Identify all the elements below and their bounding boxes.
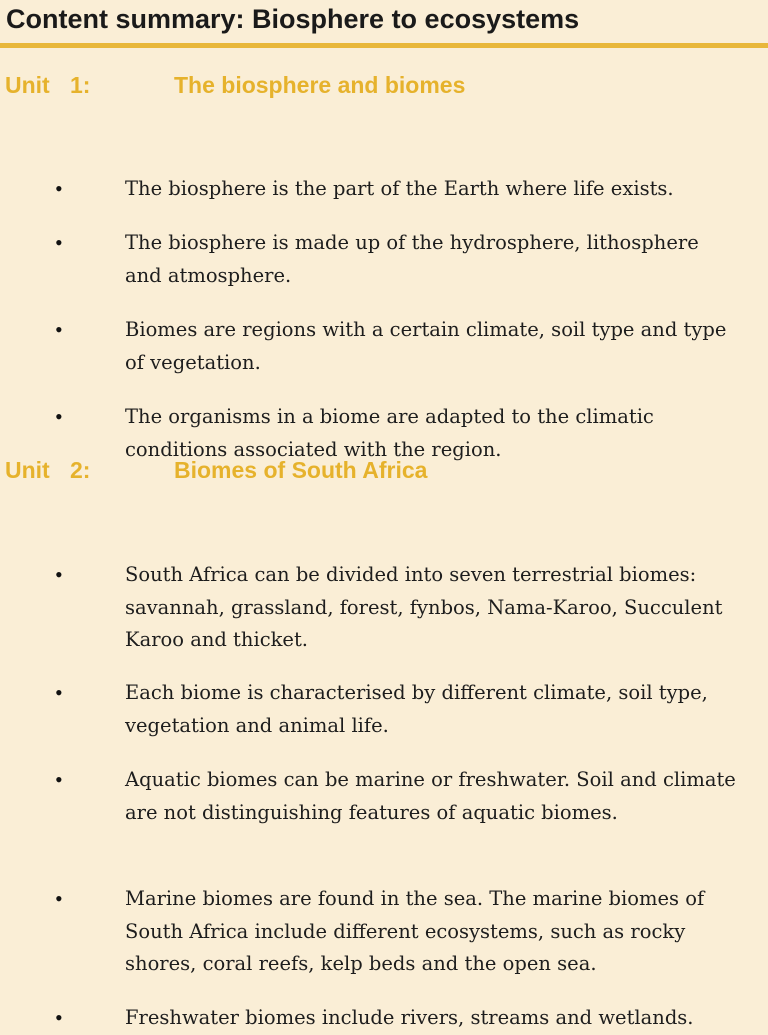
list-item-text: Marine biomes are found in the sea. The marine biomes of South Africa include different ecosystems, such as rocky shores, coral reefs, kelp beds and the open sea. <box>125 887 705 975</box>
list-item-text: The organisms in a biome are adapted to the climatic conditions associated with the region. <box>125 405 654 461</box>
bullet: • <box>55 317 63 342</box>
page-header <box>0 0 768 48</box>
unit-1-number: 1: <box>70 72 91 98</box>
unit-2-heading <box>5 456 427 484</box>
unit-2-title: Biomes of South Africa <box>174 457 428 483</box>
bullet: • <box>55 680 63 705</box>
bullet: • <box>55 562 63 587</box>
bullet: • <box>55 404 63 429</box>
unit-1-title: The biosphere and biomes <box>174 72 466 98</box>
list-item-text: South Africa can be divided into seven terrestrial biomes: savannah, grassland, forest, fynbos, Nama-Karoo, Succulent Karoo and thicket. <box>125 563 723 651</box>
list-item-text: Aquatic biomes can be marine or freshwater. Soil and climate are not distinguishing features of aquatic biomes. <box>125 768 736 824</box>
bullet: • <box>55 1005 63 1030</box>
bullet: • <box>55 767 63 792</box>
page-title: Content summary: Biosphere to ecosystems <box>6 4 580 34</box>
bullet: • <box>55 230 63 255</box>
unit-2-number: 2: <box>70 457 91 483</box>
list-item-text: The biosphere is the part of the Earth where life exists. <box>125 177 674 200</box>
list-item-text: Biomes are regions with a certain climate, soil type and type of vegetation. <box>125 318 727 374</box>
list-item-text: The biosphere is made up of the hydrosphere, lithosphere and atmosphere. <box>125 231 699 287</box>
unit-1-heading <box>5 71 465 99</box>
unit-2-label: Unit <box>5 457 50 483</box>
list-item-text: Freshwater biomes include rivers, streams and wetlands. <box>125 1006 694 1029</box>
list-item-text: Each biome is characterised by different climate, soil type, vegetation and animal life. <box>125 681 708 737</box>
bullet: • <box>55 886 63 911</box>
unit-1-label: Unit <box>5 72 50 98</box>
bullet: • <box>55 176 63 201</box>
